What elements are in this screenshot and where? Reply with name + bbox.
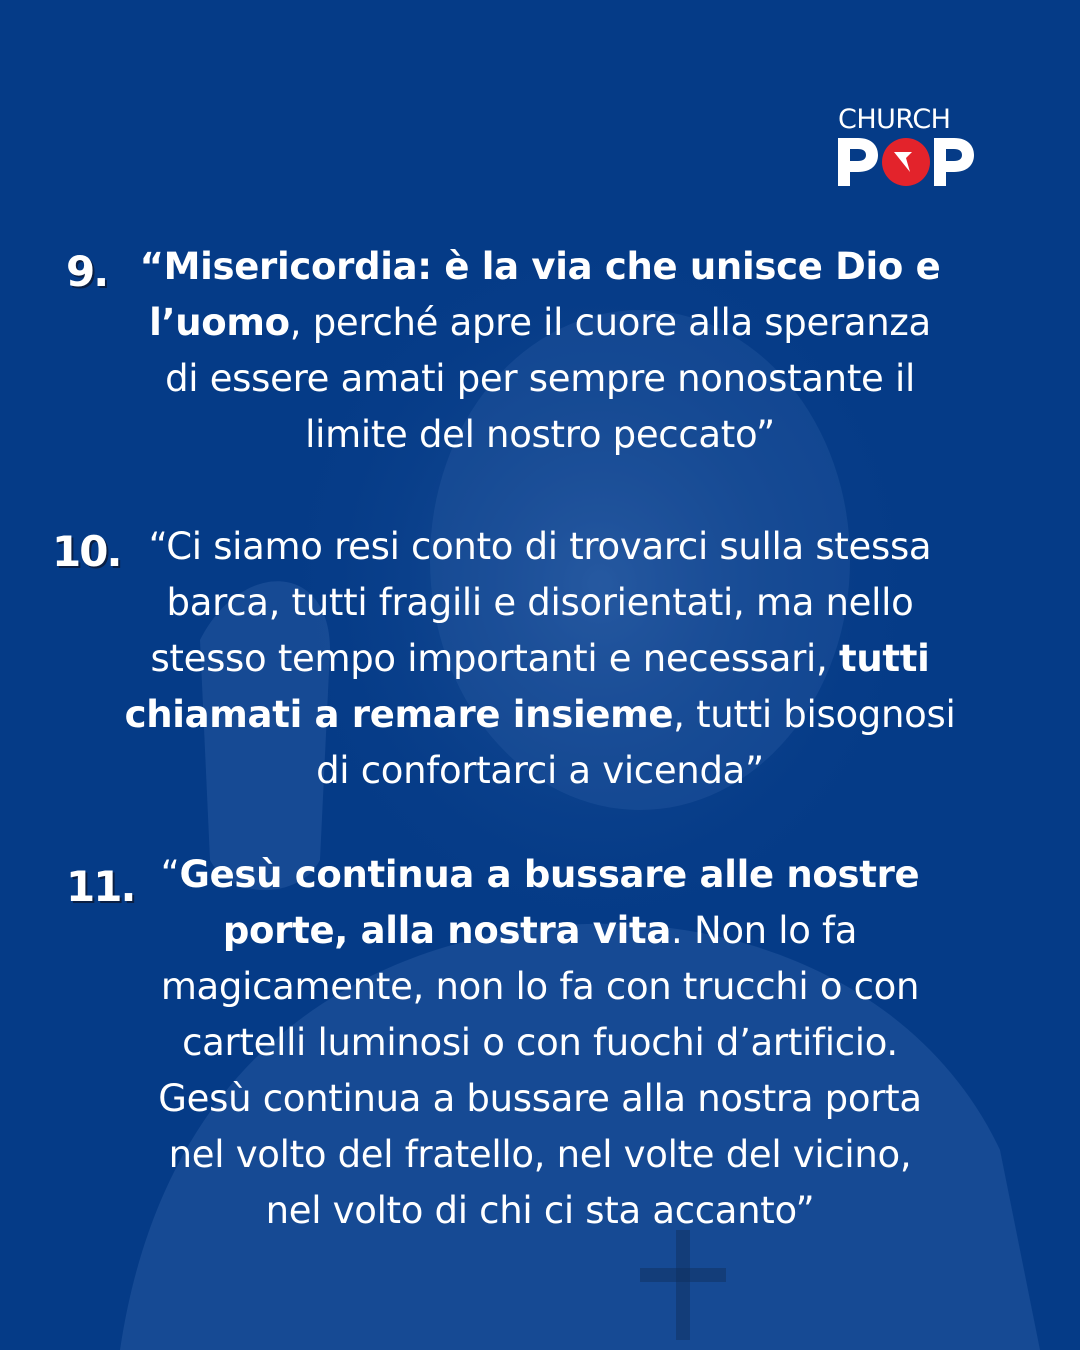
logo-text-church: CHURCH [838, 104, 951, 135]
quote-line [100, 903, 980, 959]
quote-line [100, 575, 980, 631]
quote-line [100, 959, 980, 1015]
quote-9-text [100, 239, 980, 463]
quote-segment: nel volto del fratello, nel volte del vicino, [168, 1133, 912, 1176]
quote-segment: . Non lo fa [671, 909, 858, 952]
quote-line [100, 519, 980, 575]
quote-line [100, 631, 980, 687]
quote-bold-segment: l’uomo [149, 301, 290, 344]
logo-pop-mark [836, 132, 976, 192]
quote-line [100, 847, 980, 903]
quote-line [100, 1183, 980, 1239]
quote-segment: “ [160, 853, 180, 896]
quote-segment: di confortarci a vicenda” [316, 749, 764, 792]
quote-bold-segment: chiamati a remare insieme [124, 693, 674, 736]
quote-line [100, 239, 980, 295]
quote-segment: barca, tutti fragili e disorientati, ma nello [166, 581, 914, 624]
quote-segment: stesso tempo importanti e necessari, [150, 637, 839, 680]
quote-line [100, 743, 980, 799]
quote-line [100, 407, 980, 463]
quote-segment: “Ci siamo resi conto di trovarci sulla stessa [148, 525, 932, 568]
quote-line [100, 351, 980, 407]
quote-line [100, 687, 980, 743]
quote-line [100, 1127, 980, 1183]
quote-number-11: 11. [66, 862, 135, 911]
quote-line [100, 295, 980, 351]
quote-11-text [100, 847, 980, 1239]
quote-number-9: 9. [66, 247, 108, 296]
quote-segment: magicamente, non lo fa con trucchi o con [160, 965, 920, 1008]
quote-segment: cartelli luminosi o con fuochi d’artificio. [182, 1021, 898, 1064]
quote-line [100, 1015, 980, 1071]
quote-segment: , tutti bisognosi [673, 693, 956, 736]
churchpop-logo [836, 104, 976, 194]
quote-bold-segment: tutti [838, 637, 930, 680]
quote-segment: nel volto di chi ci sta accanto” [265, 1189, 815, 1232]
quote-bold-segment: “Misericordia: è la via che unisce Dio e [139, 245, 941, 288]
quote-bold-segment: Gesù continua a bussare alle nostre [179, 853, 920, 896]
quote-10-text [100, 519, 980, 799]
quote-segment: Gesù continua a bussare alla nostra porta [158, 1077, 922, 1120]
quote-segment: limite del nostro peccato” [305, 413, 775, 456]
quote-number-10: 10. [52, 527, 121, 576]
quote-segment: di essere amati per sempre nonostante il [165, 357, 915, 400]
quote-segment: , perché apre il cuore alla speranza [289, 301, 931, 344]
quote-bold-segment: porte, alla nostra vita [222, 909, 672, 952]
quote-line [100, 1071, 980, 1127]
